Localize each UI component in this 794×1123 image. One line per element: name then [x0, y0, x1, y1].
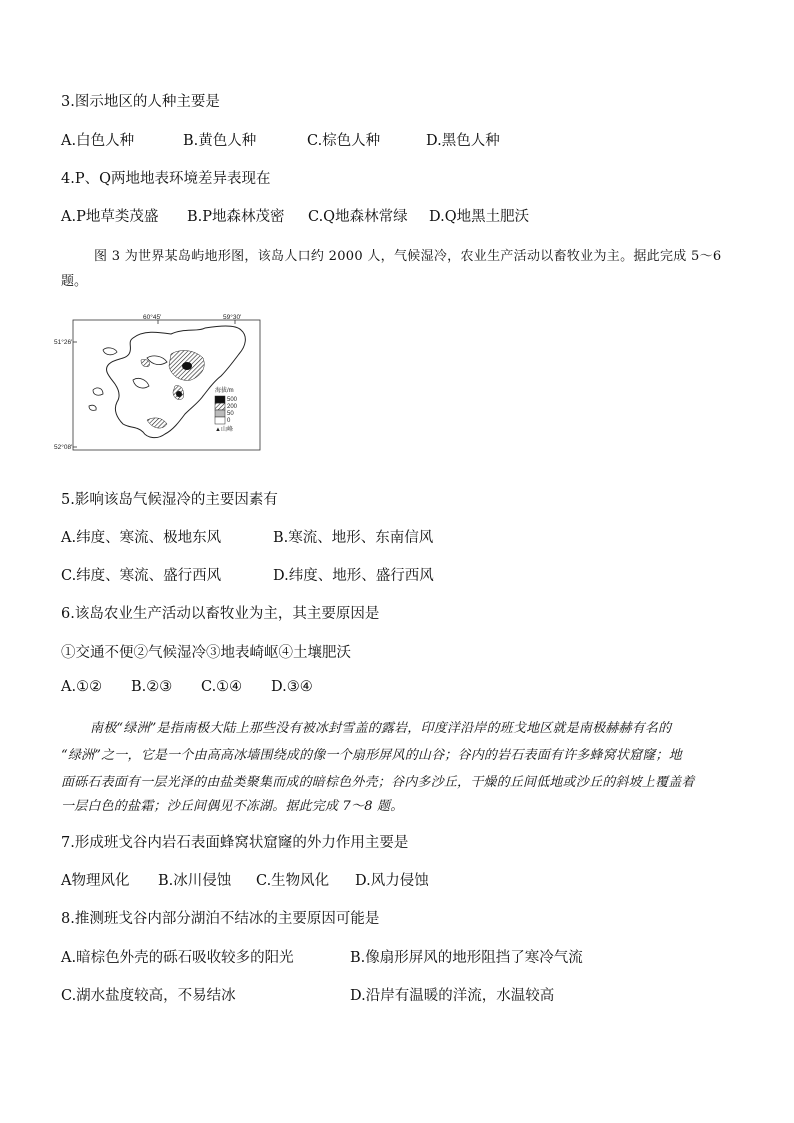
- option-c[interactable]: C.棕色人种: [307, 133, 381, 149]
- option-a[interactable]: A.①②: [61, 679, 103, 695]
- option-d[interactable]: D.风力侵蚀: [355, 873, 429, 889]
- passage-2-line-1: 南极“绿洲”是指南极大陆上那些没有被冰封雪盖的露岩，印度洋沿岸的班戈地区就是南极赫赫有名的: [90, 721, 672, 736]
- question-8-stem: 8.推测班戈谷内部分湖泊不结冰的主要原因可能是: [61, 911, 380, 927]
- option-d[interactable]: D.黑色人种: [426, 133, 500, 149]
- option-c[interactable]: C.Q地森林常绿: [308, 209, 408, 225]
- lon-right-label: 59°30′: [223, 314, 242, 321]
- legend-500: 500: [227, 397, 238, 403]
- lat-top-label: 51°26′: [54, 339, 73, 346]
- option-d[interactable]: D.Q地黑土肥沃: [429, 209, 530, 225]
- legend-50: 50: [227, 411, 234, 417]
- question-6-stem: 6.该岛农业生产活动以畜牧业为主，其主要原因是: [61, 606, 380, 622]
- legend-0: 0: [227, 418, 231, 424]
- option-b[interactable]: B.P地森林茂密: [187, 209, 285, 225]
- option-a[interactable]: A.白色人种: [61, 133, 135, 149]
- option-b[interactable]: B.黄色人种: [183, 133, 257, 149]
- option-c[interactable]: C.生物风化: [256, 873, 330, 889]
- question-3-stem: 3.图示地区的人种主要是: [61, 94, 220, 110]
- option-a[interactable]: A物理风化: [61, 873, 130, 889]
- question-4-stem: 4.P、Q两地地表环境差异表现在: [61, 171, 271, 187]
- lat-bottom-label: 52°08′: [54, 444, 73, 451]
- option-c[interactable]: C.①④: [201, 679, 243, 695]
- option-c[interactable]: C.湖水盐度较高，不易结冰: [61, 988, 236, 1004]
- option-b[interactable]: B.冰川侵蚀: [158, 873, 232, 889]
- option-d[interactable]: D.③④: [271, 679, 313, 695]
- question-7-stem: 7.形成班戈谷内岩石表面蜂窝状窟窿的外力作用主要是: [61, 835, 409, 851]
- option-a[interactable]: A.纬度、寒流、极地东风: [61, 530, 222, 546]
- passage-2-line-3: 面砾石表面有一层光泽的由盐类聚集而成的暗棕色外壳；谷内多沙丘，干燥的丘间低地或沙丘的斜坡上覆盖着: [61, 775, 695, 790]
- option-b[interactable]: B.②③: [131, 679, 173, 695]
- passage-2-line-4: 一层白色的盐霜；沙丘间偶见不冻湖。据此完成 7～8 题。: [61, 799, 404, 814]
- option-d[interactable]: D.纬度、地形、盛行西风: [273, 568, 434, 584]
- question-5-stem: 5.影响该岛气候湿冷的主要因素有: [61, 492, 278, 508]
- option-a[interactable]: A.暗棕色外壳的砾石吸收较多的阳光: [61, 950, 294, 966]
- passage-1-line-2: 题。: [61, 274, 88, 289]
- option-b[interactable]: B.寒流、地形、东南信风: [273, 530, 434, 546]
- option-d[interactable]: D.沿岸有温暖的洋流，水温较高: [350, 988, 555, 1004]
- passage-1-line-1: 图 3 为世界某岛屿地形图，该岛人口约 2000 人，气候湿冷，农业生产活动以畜牧业为主。据此完成 5～6: [94, 249, 722, 264]
- map-svg: [54, 310, 265, 456]
- option-b[interactable]: B.像扇形屏风的地形阻挡了寒冷气流: [350, 950, 583, 966]
- option-a[interactable]: A.P地草类茂盛: [61, 209, 159, 225]
- option-c[interactable]: C.纬度、寒流、盛行西风: [61, 568, 222, 584]
- legend-200: 200: [227, 404, 238, 410]
- passage-2-line-2: “绿洲”之一，它是一个由高高冰墙围绕成的像一个扇形屏风的山谷；谷内的岩石表面有许多蜂窝状窟窿；地: [61, 748, 682, 763]
- legend-title: 海拔/m: [215, 388, 234, 394]
- island-topographic-map: [54, 310, 265, 456]
- question-6-conditions: ①交通不便②气候湿冷③地表崎岖④土壤肥沃: [61, 645, 351, 661]
- legend-peak: ▲山峰: [215, 427, 233, 433]
- lon-left-label: 60°45′: [143, 314, 162, 321]
